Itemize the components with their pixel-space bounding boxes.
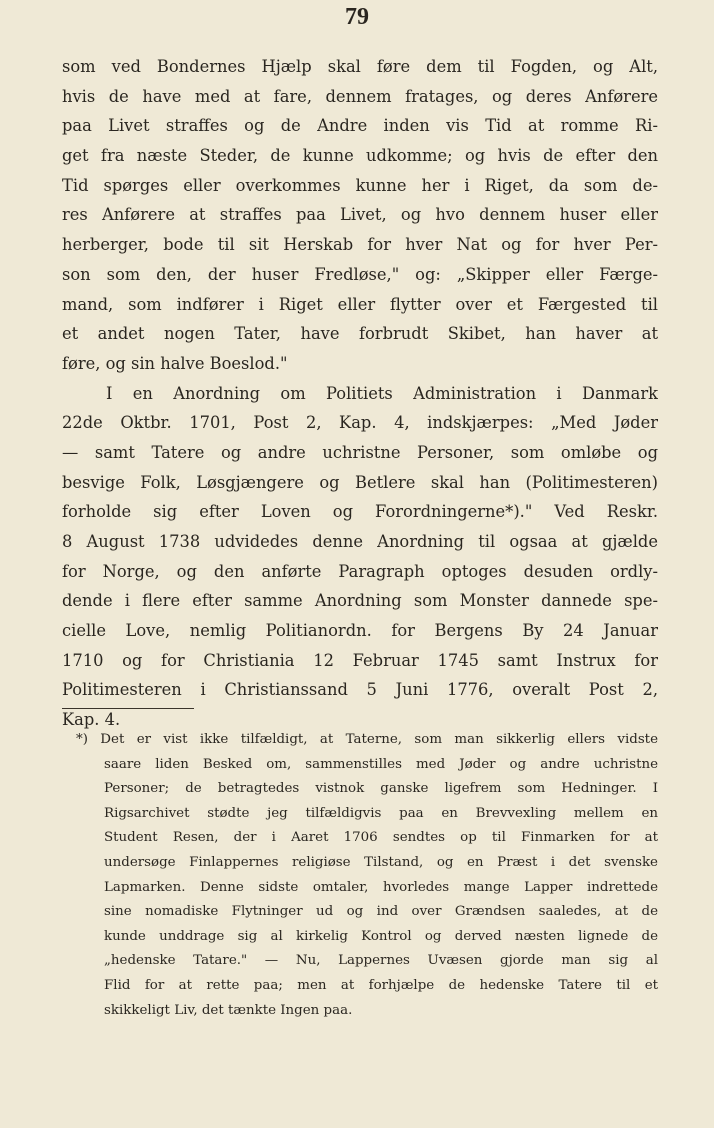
text-line: for Norge, og den anførte Paragraph optoges desuden ordly- bbox=[62, 561, 658, 581]
text-line: Kap. 4. bbox=[62, 710, 121, 730]
footnote-line: Lapmarken. Denne sidste omtaler, hvorledes mange Lapper indrettede bbox=[104, 879, 658, 895]
text-line: 22de Oktbr. 1701, Post 2, Kap. 4, indskjærpes: „Med Jøder bbox=[62, 413, 658, 433]
footnote-line: „hedenske Tatare." — Nu, Lappernes Uvæsen gjorde man sig al bbox=[104, 953, 658, 969]
text-line: som ved Bondernes Hjælp skal føre dem til Fogden, og Alt, bbox=[62, 57, 658, 76]
footnote-line: skikkeligt Liv, det tænkte Ingen paa. bbox=[104, 1002, 353, 1018]
text-line: paa Livet straffes og de Andre inden vis Tid at romme Ri- bbox=[62, 116, 658, 136]
footnote-line: Rigsarchivet stødte jeg tilfældigvis paa en Brevvexling mellem en bbox=[104, 805, 658, 821]
text-line: Tid spørges eller overkommes kunne her i Riget, da som de- bbox=[62, 175, 658, 195]
text-line: herberger, bode til sit Herskab for hver Nat og for hver Per- bbox=[62, 235, 658, 255]
text-line: dende i flere efter samme Anordning som Monster dannede spe- bbox=[62, 591, 658, 611]
main-text bbox=[62, 52, 658, 735]
text-line: føre, og sin halve Boeslod." bbox=[62, 353, 288, 373]
text-line: hvis de have med at fare, dennem fratages, og deres Anførere bbox=[62, 86, 658, 106]
footnote-line: kunde unddrage sig al kirkelig Kontrol og derved næsten lignede de bbox=[104, 928, 658, 944]
page-number: 79 bbox=[345, 4, 369, 30]
text-line: cielle Love, nemlig Politianordn. for Bergens By 24 Januar bbox=[62, 621, 658, 641]
text-line: 8 August 1738 udvidedes denne Anordning til ogsaa at gjælde bbox=[62, 532, 658, 551]
text-line: mand, som indfører i Riget eller flytter over et Færgested til bbox=[62, 294, 658, 314]
text-line: forholde sig efter Loven og Forordningerne*)." Ved Reskr. bbox=[62, 502, 658, 522]
footnote-line: *) Det er vist ikke tilfældigt, at Taterne, som man sikkerlig ellers vidste bbox=[76, 732, 658, 747]
text-line: res Anførere at straffes paa Livet, og hvo dennem huser eller bbox=[62, 205, 658, 225]
text-line: 1710 og for Christiania 12 Februar 1745 samt Instrux for bbox=[62, 650, 658, 670]
text-line: I en Anordning om Politiets Administration i Danmark bbox=[106, 383, 658, 403]
footnote-line: saare liden Besked om, sammenstilles med Jøder og andre uchristne bbox=[104, 756, 658, 772]
text-line: Politimesteren i Christianssand 5 Juni 1776, overalt Post 2, bbox=[62, 680, 658, 700]
footnote bbox=[62, 728, 658, 1023]
footnote-line: Personer; de betragtedes vistnok ganske ligefrem som Hedninger. I bbox=[104, 781, 658, 797]
footnote-divider bbox=[62, 708, 194, 709]
text-line: son som den, der huser Fredløse," og: „Skipper eller Færge- bbox=[62, 264, 658, 284]
footnote-line: Student Resen, der i Aaret 1706 sendtes op til Finmarken for at bbox=[104, 830, 658, 846]
footnote-line: Flid for at rette paa; men at forhjælpe de hedenske Tatere til et bbox=[104, 977, 658, 993]
text-line: get fra næste Steder, de kunne udkomme; og hvis de efter den bbox=[62, 146, 658, 166]
footnote-line: undersøge Finlappernes religiøse Tilstand, og en Præst i det svenske bbox=[104, 854, 658, 870]
footnote-line: sine nomadiske Flytninger ud og ind over Grændsen saaledes, at de bbox=[104, 904, 658, 920]
text-line: — samt Tatere og andre uchristne Personer, som omløbe og bbox=[62, 442, 658, 462]
text-line: et andet nogen Tater, have forbrudt Skibet, han haver at bbox=[62, 324, 658, 344]
text-line: besvige Folk, Løsgjængere og Betlere skal han (Politimesteren) bbox=[62, 472, 658, 492]
